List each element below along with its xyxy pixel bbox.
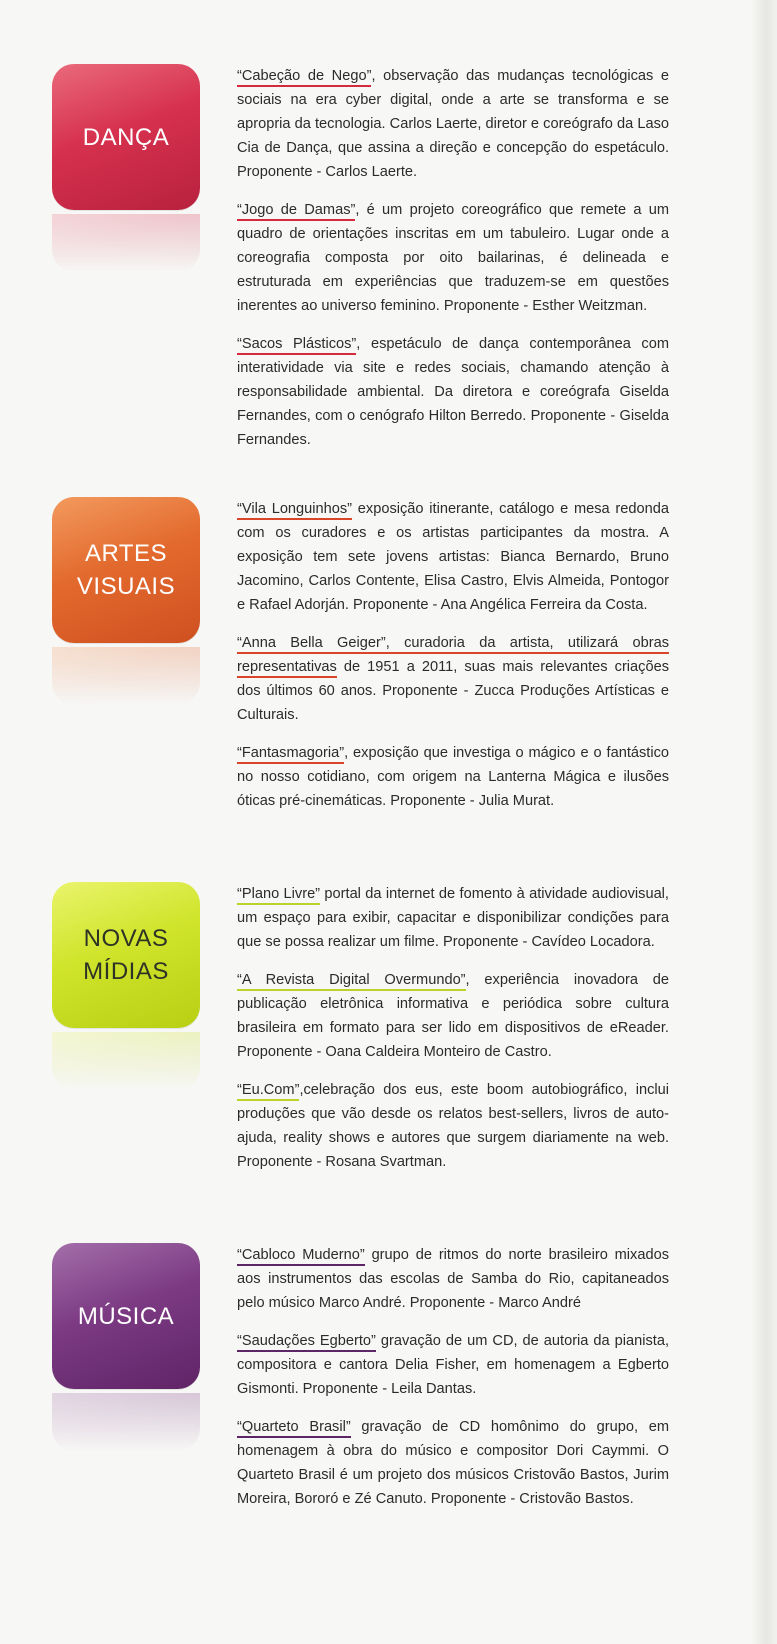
entry [237,64,669,184]
entry-text: grupo de ritmos do norte brasileiro mixados aos instrumentos das escolas de Samba do Rio, capitaneados pelo músico Marco André. Proponente - Marco André [237,1247,669,1311]
entry-title: “Quarteto Brasil” [237,1419,351,1438]
category-tile-danca [52,64,200,210]
page-fold-shadow [751,0,777,1644]
entry-text: , observação das mudanças tecnológicas e sociais na era cyber digital, onde a arte se transforma e se apropria da tecnologia. Carlos Laerte, diretor e coreógrafo da Laso Cia de Dança, que assina a direção e concepção do espetáculo. Proponente - Carlos Laerte. [237,68,669,180]
entry [237,1078,669,1174]
category-label: NOVAS MÍDIAS [83,925,169,985]
entry-text: gravação de CD homônimo do grupo, em homenagem à obra do músico e compositor Dori Caymmi. O Quarteto Brasil é um projeto dos músicos Cristovão Bastos, Jurim Moreira, Bororó e Zé Canuto. Proponente - Cristovão Bastos. [237,1419,669,1507]
entry-text: de 1951 a 2011, suas mais relevantes criações dos últimos 60 anos. Proponente - Zucca Produções Artísticas e Culturais. [237,659,669,723]
entry-title: “Jogo de Damas” [237,202,355,221]
entry [237,631,669,727]
entry-text: ,celebração dos eus, este boom autobiográfico, inclui produções que vão desde os relatos best-sellers, livros de auto-ajuda, reality shows e autores que surgem diariamente na web. Proponente - Rosana Svartman. [237,1082,669,1170]
entry-title: “Anna Bella Geiger”, curadoria da artista, utilizará obras representativas [237,635,669,678]
entry [237,1415,669,1511]
entries-artes-visuais [237,497,669,827]
tile-reflection [52,647,200,705]
entry [237,882,669,954]
tile-reflection [52,1393,200,1451]
entry-text: exposição itinerante, catálogo e mesa redonda com os curadores e os artistas participantes da mostra. A exposição tem sete jovens artistas: Bianca Bernardo, Bruno Jacomino, Carlos Contente, Elisa Castro, Elvis Almeida, Pontogor e Rafael Adorján. Proponente - Ana Angélica Ferreira da Costa. [237,501,669,613]
entry [237,741,669,813]
category-tile-musica [52,1243,200,1389]
entry-title: “Cabloco Muderno” [237,1247,365,1266]
entry-title: “Sacos Plásticos” [237,336,356,355]
entry [237,1243,669,1315]
entry-text: , é um projeto coreográfico que remete a um quadro de orientações inscritas em um tabuleiro. Lugar onde a coreografia composta por oito bailarinas, é delineada e estruturada em experiências que traduzem-se em questões inerentes ao universo feminino. Proponente - Esther Weitzman. [237,202,669,314]
entry-title: “Cabeção de Nego” [237,68,371,87]
entry [237,968,669,1064]
category-tile-artes-visuais [52,497,200,643]
entry-text: portal da internet de fomento à atividade audiovisual, um espaço para exibir, capacitar e disponibilizar condições para que se possa realizar um filme. Proponente - Cavídeo Locadora. [237,886,669,950]
entry-title: “A Revista Digital Overmundo” [237,972,466,991]
entry [237,1329,669,1401]
entry-title: “Saudações Egberto” [237,1333,376,1352]
entries-danca [237,64,669,466]
category-label: DANÇA [82,123,170,151]
entry-title: “Eu.Com” [237,1082,299,1101]
entry-title: “Plano Livre” [237,886,320,905]
entry-text: , exposição que investiga o mágico e o fantástico no nosso cotidiano, com origem na Lanterna Mágica e ilusões óticas pré-cinemáticas. Proponente - Julia Murat. [237,745,669,809]
entry-title: “Vila Longuinhos” [237,501,352,520]
entry [237,332,669,452]
entry [237,198,669,318]
entry-text: gravação de um CD, de autoria da pianista, compositora e cantora Delia Fisher, em homenagem a Egberto Gismonti. Proponente - Leila Dantas. [237,1333,669,1397]
tile-reflection [52,214,200,272]
entry-text: , espetáculo de dança contemporânea com interatividade via site e redes sociais, chamando atenção à responsabilidade ambiental. Da diretora e coreógrafa Giselda Fernandes, com o cenógrafo Hilton Berredo. Proponente - Giselda Fernandes. [237,336,669,448]
entry [237,497,669,617]
category-tile-novas-midias [52,882,200,1028]
entry-title: “Fantasmagoria” [237,745,344,764]
category-label: ARTES VISUAIS [76,540,176,600]
entries-novas-midias [237,882,669,1188]
category-label: MÚSICA [77,1302,175,1330]
entries-musica [237,1243,669,1525]
tile-reflection [52,1032,200,1090]
entry-text: , experiência inovadora de publicação eletrônica informativa e periódica sobre cultura brasileira em formato para ser lido em dispositivos de eReader. Proponente - Oana Caldeira Monteiro de Castro. [237,972,669,1060]
